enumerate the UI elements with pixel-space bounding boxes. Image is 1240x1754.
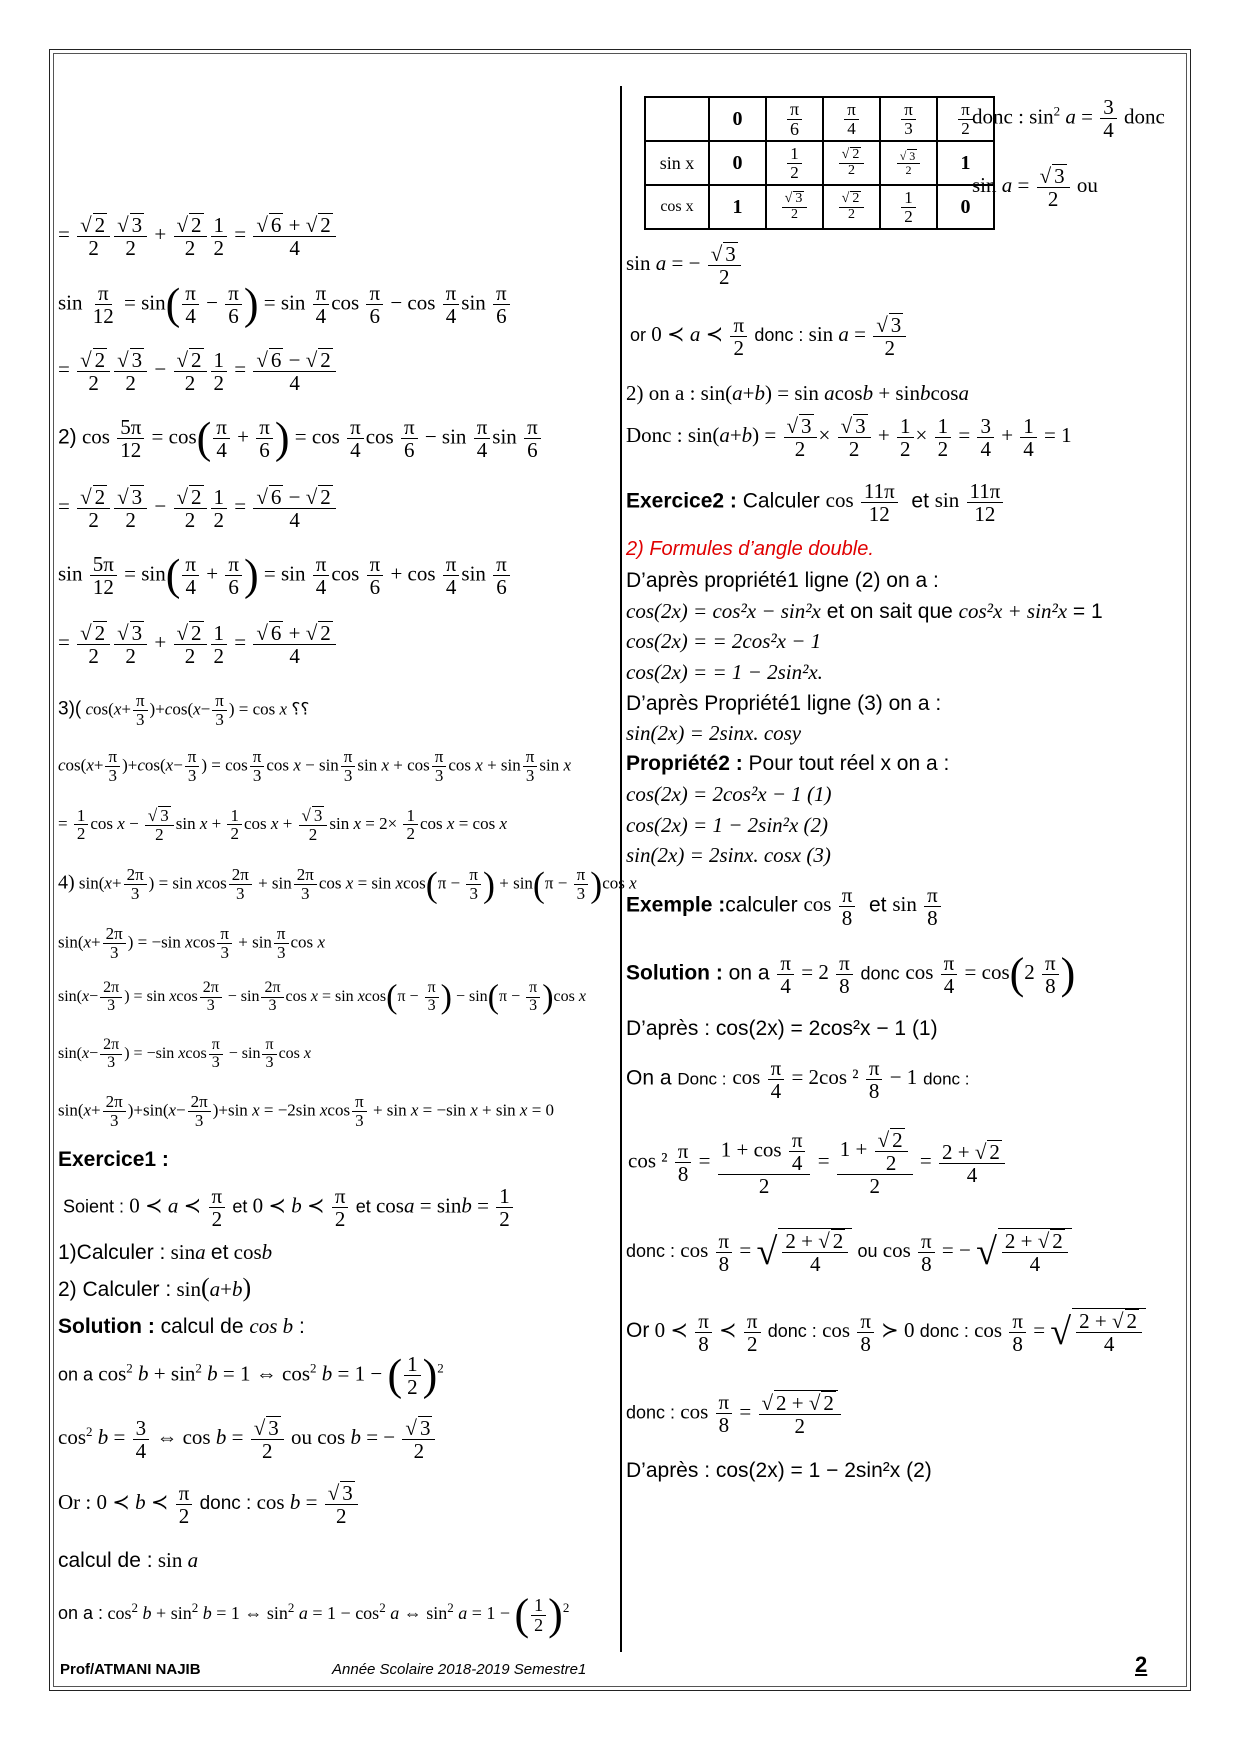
solution1-line5: on a : $\cos^2 b + \sin^2 b = 1$ ⇔ $\sin^2 a = 1 - \cos^2 a$ ⇔ $\sin^2 a = 1$ − ( $\frac{1}{2}$ )$^2$ bbox=[58, 1590, 570, 1639]
table-row-label: sin x bbox=[645, 141, 709, 185]
table-header-pi6: $\frac{\pi}{6}$ bbox=[766, 97, 823, 141]
cos-pi8-final: donc : cos $\frac{\pi}{8}$ = √ $\frac{2 + √ 2}{2}$ bbox=[626, 1390, 843, 1437]
exercice1-q1: 1)Calculer : sina et cosb bbox=[58, 1240, 273, 1264]
dapres-cos2x-1: D’après : cos(2x) = 2cos²x − 1 (1) bbox=[626, 1017, 938, 1040]
table-row-label: cos x bbox=[645, 185, 709, 229]
propriete2-1: cos(2x) = 2cos²x − 1 (1) bbox=[626, 782, 832, 806]
table-header-row bbox=[645, 97, 994, 141]
exercice1-title: Exercice1 : bbox=[58, 1148, 169, 1171]
table-cell: 1 bbox=[709, 185, 766, 229]
solution1-line1: on a $\cos^2 b + \sin^2 b = 1$ ⇔ $\cos^2 b = 1$ − ( $\frac{1}{2}$ )$^2$ bbox=[58, 1350, 444, 1400]
left-line-13: sin(x− $\frac{2\pi}{3}$ ) = sin xcos $\frac{2\pi}{3}$ − sin $\frac{2\pi}{3}$ cos x = sin xcos(π − $\frac{\pi}{3}$ ) − sin(π − $\frac{\pi}{3}$ )cos x bbox=[58, 978, 586, 1016]
left-line-11: 4) sin(x+ $\frac{2\pi}{3}$ ) = sin xcos $\frac{2\pi}{3}$ + sin $\frac{2\pi}{3}$ cos x = sin xcos(π − $\frac{\pi}{3}$ ) + sin(π − $\frac{\pi}{3}$ )cos x bbox=[58, 864, 637, 905]
table-header-pi4: $\frac{\pi}{4}$ bbox=[823, 97, 880, 141]
footer-author: Prof/ATMANI NAJIB bbox=[60, 1661, 201, 1678]
table-header-pi3: $\frac{\pi}{3}$ bbox=[880, 97, 937, 141]
left-line-7: = √ $\frac{2}{2}$ √ $\frac{3}{2}$ + √ $\frac{2}{2}$ $\frac{1}{2}$ = √ $\frac{6 + √ 2}{4}$ bbox=[58, 621, 338, 667]
right-or-line: or 0 ≺ a ≺ $\frac{\pi}{2}$ donc : sin a = √ $\frac{3}{2}$ bbox=[630, 313, 908, 359]
left-line-10: = $\frac{1}{2}$ cos x − √ $\frac{3}{2}$ sin x + $\frac{1}{2}$ cos x + √ $\frac{3}{2}$ sin x = 2× $\frac{1}{2}$ cos x = cos x bbox=[58, 806, 507, 844]
left-line-14: sin(x− $\frac{2\pi}{3}$ ) = −sin xcos $\frac{\pi}{3}$ − sin $\frac{\pi}{3}$ cos x bbox=[58, 1036, 311, 1071]
solution1-heading: Solution : calcul de cos b : bbox=[58, 1314, 305, 1338]
section-angle-double: 2) Formules d’angle double. bbox=[626, 538, 874, 560]
solution1-line3: Or : 0 ≺ b ≺ $\frac{\pi}{2}$ donc : cos b = √ $\frac{3}{2}$ bbox=[58, 1481, 360, 1527]
left-line-2: sin $\frac{\pi}{12}$ = sin( $\frac{\pi}{4}$ − $\frac{\pi}{6}$ ) = sin $\frac{\pi}{4}$ cos $\frac{\pi}{6}$ − cos $\frac{\pi}{4}$ sin $\frac{\pi}{6}$ bbox=[58, 282, 512, 327]
right-sina-value: sin a = √ $\frac{3}{2}$ ou bbox=[972, 164, 1098, 210]
right-sina-negative: sin a = − √ $\frac{3}{2}$ bbox=[626, 242, 743, 288]
formula-sin2x: sin(2x) = 2sinx. cosy bbox=[626, 721, 802, 745]
propriete2-3: sin(2x) = 2sinx. cosx (3) bbox=[626, 843, 831, 867]
table-header-0: 0 bbox=[709, 97, 766, 141]
table-cell: 0 bbox=[709, 141, 766, 185]
right-sum-result: Donc : sin(a+b) = √ $\frac{3}{2}$ × √ $\frac{3}{2}$ + $\frac{1}{2}$ × $\frac{1}{2}$ = $\frac{3}{4}$ + $\frac{1}{4}$ = 1 bbox=[626, 414, 1072, 460]
table-cell: $\frac{1}{2}$ bbox=[766, 141, 823, 185]
footer-year: Année Scolaire 2018-2019 Semestre1 bbox=[332, 1661, 587, 1678]
table-cell: √ $\frac{3}{2}$ bbox=[766, 185, 823, 229]
table-cell: 0 bbox=[937, 185, 994, 229]
solution1-line4: calcul de : sin a bbox=[58, 1548, 199, 1572]
table-cell: √ $\frac{2}{2}$ bbox=[823, 185, 880, 229]
solution2-line: Solution : on a $\frac{\pi}{4}$ = 2 $\frac{\pi}{8}$ donc cos $\frac{\pi}{4}$ = cos(2 $\frac{\pi}{8}$ ) bbox=[626, 949, 1076, 999]
left-line-1: = √ $\frac{2}{2}$ √ $\frac{3}{2}$ + √ $\frac{2}{2}$ $\frac{1}{2}$ = √ $\frac{6 + √ 2}{4}$ bbox=[58, 213, 338, 259]
table-row-cos bbox=[645, 185, 994, 229]
right-sum-formula: 2) on a : sin(a+b) = sin acosb + sinbcosa bbox=[626, 381, 969, 405]
exercice1-statement: Soient : 0 ≺ a ≺ $\frac{\pi}{2}$ et 0 ≺ b ≺ $\frac{\pi}{2}$ et cosa = sinb = $\frac{1}{2}$ bbox=[63, 1185, 515, 1230]
cos2-pi8-line: cos ² $\frac{\pi}{8}$ = 1 + cos $\frac{\pi}{4}$ 2 = 1 + √ $\frac{2}{2}$ 2 = $\frac{2 + √ 2}{4}$ bbox=[628, 1128, 1007, 1197]
table-row-sin bbox=[645, 141, 994, 185]
formula-cos2x-3: cos(2x) = = 1 − 2sin²x. bbox=[626, 660, 823, 684]
table-cell: √ $\frac{3}{2}$ bbox=[880, 141, 937, 185]
cos-pi8-options: donc : cos $\frac{\pi}{8}$ = √ $\frac{2 + √ 2}{4}$ ou cos $\frac{\pi}{8}$ = − √ $\frac{2 + √ 2}{4}$ bbox=[626, 1228, 1072, 1275]
table-header-pi2: $\frac{\pi}{2}$ bbox=[937, 97, 994, 141]
or-cos-positive: Or 0 ≺ $\frac{\pi}{8}$ ≺ $\frac{\pi}{2}$ donc : cos $\frac{\pi}{8}$ ≻ 0 donc : cos $\frac{\pi}{8}$ = √ $\frac{2 + √ 2}{4}$ bbox=[626, 1308, 1146, 1355]
table-corner-cell bbox=[645, 97, 709, 141]
table-cell: $\frac{1}{2}$ bbox=[880, 185, 937, 229]
dapres-prop1-l2: D’après propriété1 ligne (2) on a : bbox=[626, 569, 939, 592]
left-line-8: 3)( cos(x+ $\frac{\pi}{3}$ )+cos(x− $\frac{\pi}{3}$ ) = cos x ؟؟ bbox=[58, 691, 310, 729]
left-line-9: cos(x+ $\frac{\pi}{3}$ )+cos(x− $\frac{\pi}{3}$ ) = cos $\frac{\pi}{3}$ cos x − sin $\frac{\pi}{3}$ sin x + cos $\frac{\pi}{3}$ cos x + sin $\frac{\pi}{3}$ sin x bbox=[58, 747, 572, 785]
left-line-3: = √ $\frac{2}{2}$ √ $\frac{3}{2}$ − √ $\frac{2}{2}$ $\frac{1}{2}$ = √ $\frac{6 - √ 2}{4}$ bbox=[58, 348, 338, 394]
formula-cos2x-2: cos(2x) = = 2cos²x − 1 bbox=[626, 629, 822, 653]
dapres-prop1-l3: D’après Propriété1 ligne (3) on a : bbox=[626, 692, 942, 715]
exercice1-q2: 2) Calculer : sin(a+b) bbox=[58, 1273, 252, 1302]
formula-cos2x-1: cos(2x) = cos²x − sin²x et on sait que cos²x + sin²x = 1 bbox=[626, 599, 1103, 623]
on-a-donc-line: On a Donc : cos $\frac{\pi}{4}$ = 2cos ² $\frac{\pi}{8}$ − 1 donc : bbox=[626, 1056, 970, 1104]
right-donc-sin2a: donc : $\sin^2 a$ = $\frac{3}{4}$ donc bbox=[972, 95, 1165, 143]
dapres-cos2x-2: D’après : cos(2x) = 1 − 2sin²x (2) bbox=[626, 1459, 932, 1482]
propriete2-heading: Propriété2 : Pour tout réel x on a : bbox=[626, 752, 950, 775]
left-line-4: 2) cos $\frac{5\pi}{12}$ = cos( $\frac{\pi}{4}$ + $\frac{\pi}{6}$ ) = cos $\frac{\pi}{4}$ cos $\frac{\pi}{6}$ − sin $\frac{\pi}{4}$ sin $\frac{\pi}{6}$ bbox=[58, 416, 543, 461]
solution1-line2: $\cos^2 b$ = $\frac{3}{4}$ ⇔ cos b = √ $\frac{3}{2}$ ou cos b = − √ $\frac{3}{2}$ bbox=[58, 1416, 437, 1462]
left-line-6: sin $\frac{5\pi}{12}$ = sin( $\frac{\pi}{4}$ + $\frac{\pi}{6}$ ) = sin $\frac{\pi}{4}$ cos $\frac{\pi}{6}$ + cos $\frac{\pi}{4}$ sin $\frac{\pi}{6}$ bbox=[58, 553, 512, 598]
exercice2-line: Exercice2 : Calculer cos $\frac{11\pi}{12}$ et sin $\frac{11\pi}{12}$ bbox=[626, 480, 1005, 525]
page-number: 2 bbox=[1135, 1652, 1148, 1677]
propriete2-2: cos(2x) = 1 − 2sin²x (2) bbox=[626, 813, 829, 837]
left-line-15: sin(x+ $\frac{2\pi}{3}$ )+sin(x− $\frac{2\pi}{3}$ )+sin x = −2sin xcos $\frac{\pi}{3}$ + sin x = −sin x + sin x = 0 bbox=[58, 1092, 555, 1130]
table-cell: 1 bbox=[937, 141, 994, 185]
left-line-12: sin(x+ $\frac{2\pi}{3}$ ) = −sin xcos $\frac{\pi}{3}$ + sin $\frac{\pi}{3}$ cos x bbox=[58, 924, 325, 962]
left-line-5: = √ $\frac{2}{2}$ √ $\frac{3}{2}$ − √ $\frac{2}{2}$ $\frac{1}{2}$ = √ $\frac{6 - √ 2}{4}$ bbox=[58, 485, 338, 531]
table-cell: √ $\frac{2}{2}$ bbox=[823, 141, 880, 185]
trig-values-table bbox=[644, 96, 995, 230]
exemple-line: Exemple :calculer cos $\frac{\pi}{8}$ et sin $\frac{\pi}{8}$ bbox=[626, 884, 943, 929]
